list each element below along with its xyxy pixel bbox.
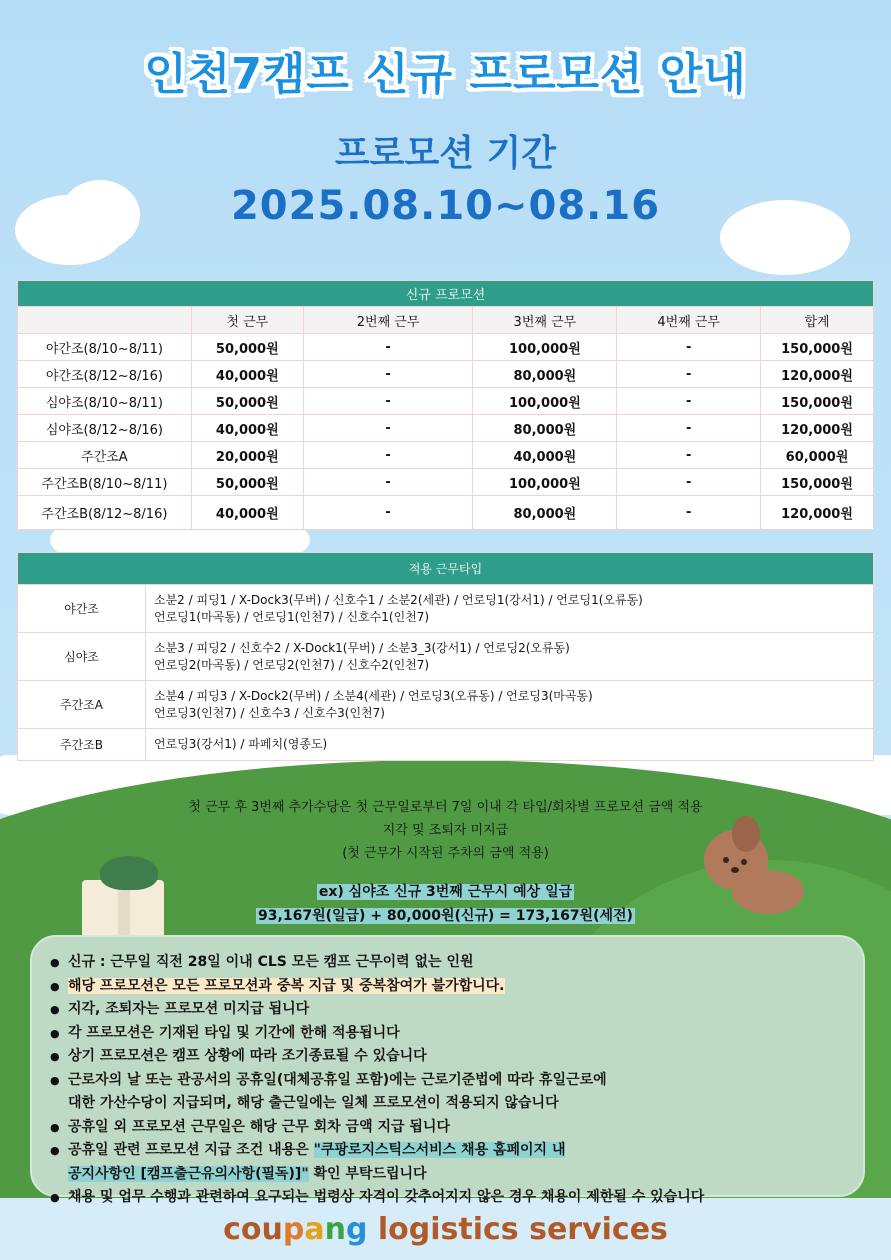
col-header <box>18 307 192 334</box>
cell: 40,000원 <box>473 442 617 469</box>
cell: 80,000원 <box>473 496 617 530</box>
shift-name: 심야조(8/10~8/11) <box>18 388 192 415</box>
note-item: ● 각 프로모션은 기재된 타입 및 기간에 한해 적용됩니다 <box>50 1022 863 1046</box>
type-name: 심야조 <box>18 633 146 681</box>
cell: - <box>617 361 761 388</box>
type-desc <box>146 585 874 633</box>
type-desc-line: 언로딩1(마곡동) / 언로딩1(인천7) / 신호수1(인천7) <box>154 609 430 624</box>
logo-part: cou <box>223 1212 283 1247</box>
cell: 60,000원 <box>761 442 874 469</box>
shift-name: 주간조B(8/12~8/16) <box>18 496 192 530</box>
cell: 80,000원 <box>473 361 617 388</box>
table-row <box>18 585 874 633</box>
type-desc-line: 소분4 / 피딩3 / X-Dock2(무버) / 소분4(세관) / 언로딩3(오류동) / 언로딩3(마곡동) <box>154 688 593 703</box>
cell: 40,000원 <box>191 361 303 388</box>
cell: - <box>617 334 761 361</box>
note-item <box>50 1139 863 1186</box>
note-line: ● 근로자의 날 또는 관공서의 공휴일(대체공휴일 포함)에는 근로기준법에 따라 휴일근로에 <box>68 1071 607 1088</box>
example-formula: 93,167원(일급) + 80,000원(신규) = 173,167원(세전) <box>258 908 633 924</box>
cell: - <box>617 388 761 415</box>
condition-line: (첫 근무가 시작된 주차의 금액 적용) <box>342 846 549 861</box>
note-highlight: 공지사항인 [캠프출근유의사항(필독)]" <box>68 1165 309 1182</box>
type-desc-line: 언로딩3(강서1) / 파페치(영종도) <box>154 737 328 751</box>
note-item: ● 공휴일 외 프로모션 근무일은 해당 근무 회차 금액 지급 됩니다 <box>50 1116 863 1140</box>
page-title: 인천7캠프 신규 프로모션 안내 <box>144 49 747 100</box>
cell: - <box>303 496 473 530</box>
col-header: 4번째 근무 <box>617 307 761 334</box>
cell: - <box>303 415 473 442</box>
col-header: 합계 <box>761 307 874 334</box>
col-header: 3번째 근무 <box>473 307 617 334</box>
work-types-header: 적용 근무타입 <box>18 553 874 585</box>
cell: 120,000원 <box>761 361 874 388</box>
type-desc-line: 소분2 / 피딩1 / X-Dock3(무버) / 신호수1 / 소분2(세관) / 언로딩1(강서1) / 언로딩1(오류동) <box>154 592 643 607</box>
promo-table <box>17 280 874 530</box>
type-desc-line: 언로딩3(인천7) / 신호수3 / 신호수3(인천7) <box>154 705 385 720</box>
logo-part: a <box>304 1212 325 1247</box>
table-row <box>18 334 874 361</box>
cell: 50,000원 <box>191 334 303 361</box>
table-row <box>18 681 874 729</box>
cell: 150,000원 <box>761 388 874 415</box>
note-item: ● 채용 및 업무 수행과 관련하여 요구되는 법령상 자격이 갖추어지지 않은 경우 채용이 제한될 수 있습니다 <box>50 1186 863 1210</box>
logo-part: n <box>324 1212 346 1247</box>
note-item <box>50 975 863 999</box>
period-label: 프로모션 기간 <box>334 133 557 174</box>
cell: 50,000원 <box>191 388 303 415</box>
example-title: ex) 심야조 신규 3번째 근무시 예상 일급 <box>318 884 573 900</box>
type-name: 주간조A <box>18 681 146 729</box>
cell: 50,000원 <box>191 469 303 496</box>
cell: - <box>617 469 761 496</box>
condition-line: 지각 및 조퇴자 미지급 <box>382 823 509 838</box>
promo-condition-text <box>0 796 891 865</box>
type-desc-line: 소분3 / 피딩2 / 신호수2 / X-Dock1(무버) / 소분3_3(강서1) / 언로딩2(오류동) <box>154 640 570 655</box>
type-desc-line: 언로딩2(마곡동) / 언로딩2(인천7) / 신호수2(인천7) <box>154 657 430 672</box>
cell: 100,000원 <box>473 469 617 496</box>
cell: 40,000원 <box>191 496 303 530</box>
cell: 80,000원 <box>473 415 617 442</box>
col-header: 첫 근무 <box>191 307 303 334</box>
note-highlight: "쿠팡로지스틱스서비스 채용 홈페이지 내 <box>313 1142 566 1158</box>
cell: - <box>617 496 761 530</box>
promo-table-header: 신규 프로모션 <box>18 281 874 307</box>
table-row <box>18 361 874 388</box>
type-name: 주간조B <box>18 729 146 761</box>
shift-name: 주간조B(8/10~8/11) <box>18 469 192 496</box>
note-highlight: 해당 프로모션은 모든 프로모션과 중복 지급 및 중복참여가 불가합니다. <box>68 977 505 994</box>
notes-box <box>30 935 865 1205</box>
logo-part: g <box>345 1212 368 1247</box>
promo-column-headers <box>18 307 874 334</box>
table-row <box>18 415 874 442</box>
logo-part: p <box>282 1212 305 1247</box>
cell: 120,000원 <box>761 415 874 442</box>
type-desc <box>146 633 874 681</box>
cell: 120,000원 <box>761 496 874 530</box>
cell: 40,000원 <box>191 415 303 442</box>
cell: - <box>303 334 473 361</box>
logo-part: logistics services <box>367 1212 668 1247</box>
note-item: ● 상기 프로모션은 캠프 상황에 따라 조기종료될 수 있습니다 <box>50 1045 863 1069</box>
type-desc <box>146 681 874 729</box>
period-dates: 2025.08.10~08.16 <box>230 183 661 229</box>
cell: - <box>303 442 473 469</box>
table-row <box>18 442 874 469</box>
note-line: 대한 가산수당이 지급되며, 해당 출근일에는 일체 프로모션이 적용되지 않습니다 <box>68 1095 559 1111</box>
cell: - <box>303 361 473 388</box>
cell: 100,000원 <box>473 388 617 415</box>
shift-name: 야간조(8/10~8/11) <box>18 334 192 361</box>
table-row <box>18 496 874 530</box>
note-item: ● 신규 : 근무일 직전 28일 이내 CLS 모든 캠프 근무이력 없는 인원 <box>50 951 863 975</box>
table-row <box>18 633 874 681</box>
condition-line: 첫 근무 후 3번째 추가수당은 첫 근무일로부터 7일 이내 각 타입/회차별 프로모션 금액 적용 <box>188 800 703 815</box>
type-desc <box>146 729 874 761</box>
table-row <box>18 469 874 496</box>
shift-name: 야간조(8/12~8/16) <box>18 361 192 388</box>
cell: 100,000원 <box>473 334 617 361</box>
example-calculation <box>0 880 891 928</box>
note-text: 공휴일 관련 프로모션 지급 조건 내용은 <box>68 1142 314 1158</box>
note-item <box>50 1069 863 1116</box>
cell: - <box>303 388 473 415</box>
shift-name: 주간조A <box>18 442 192 469</box>
note-item: ● 지각, 조퇴자는 프로모션 미지급 됩니다 <box>50 998 863 1022</box>
cell: - <box>617 442 761 469</box>
work-types-table <box>17 552 874 761</box>
table-row <box>18 729 874 761</box>
table-row <box>18 388 874 415</box>
col-header: 2번째 근무 <box>303 307 473 334</box>
note-text: 확인 부탁드립니다 <box>308 1165 427 1182</box>
cell: - <box>617 415 761 442</box>
cell: 20,000원 <box>191 442 303 469</box>
type-name: 야간조 <box>18 585 146 633</box>
shift-name: 심야조(8/12~8/16) <box>18 415 192 442</box>
cell: - <box>303 469 473 496</box>
cell: 150,000원 <box>761 334 874 361</box>
cell: 150,000원 <box>761 469 874 496</box>
coupang-logistics-logo <box>0 1212 891 1247</box>
